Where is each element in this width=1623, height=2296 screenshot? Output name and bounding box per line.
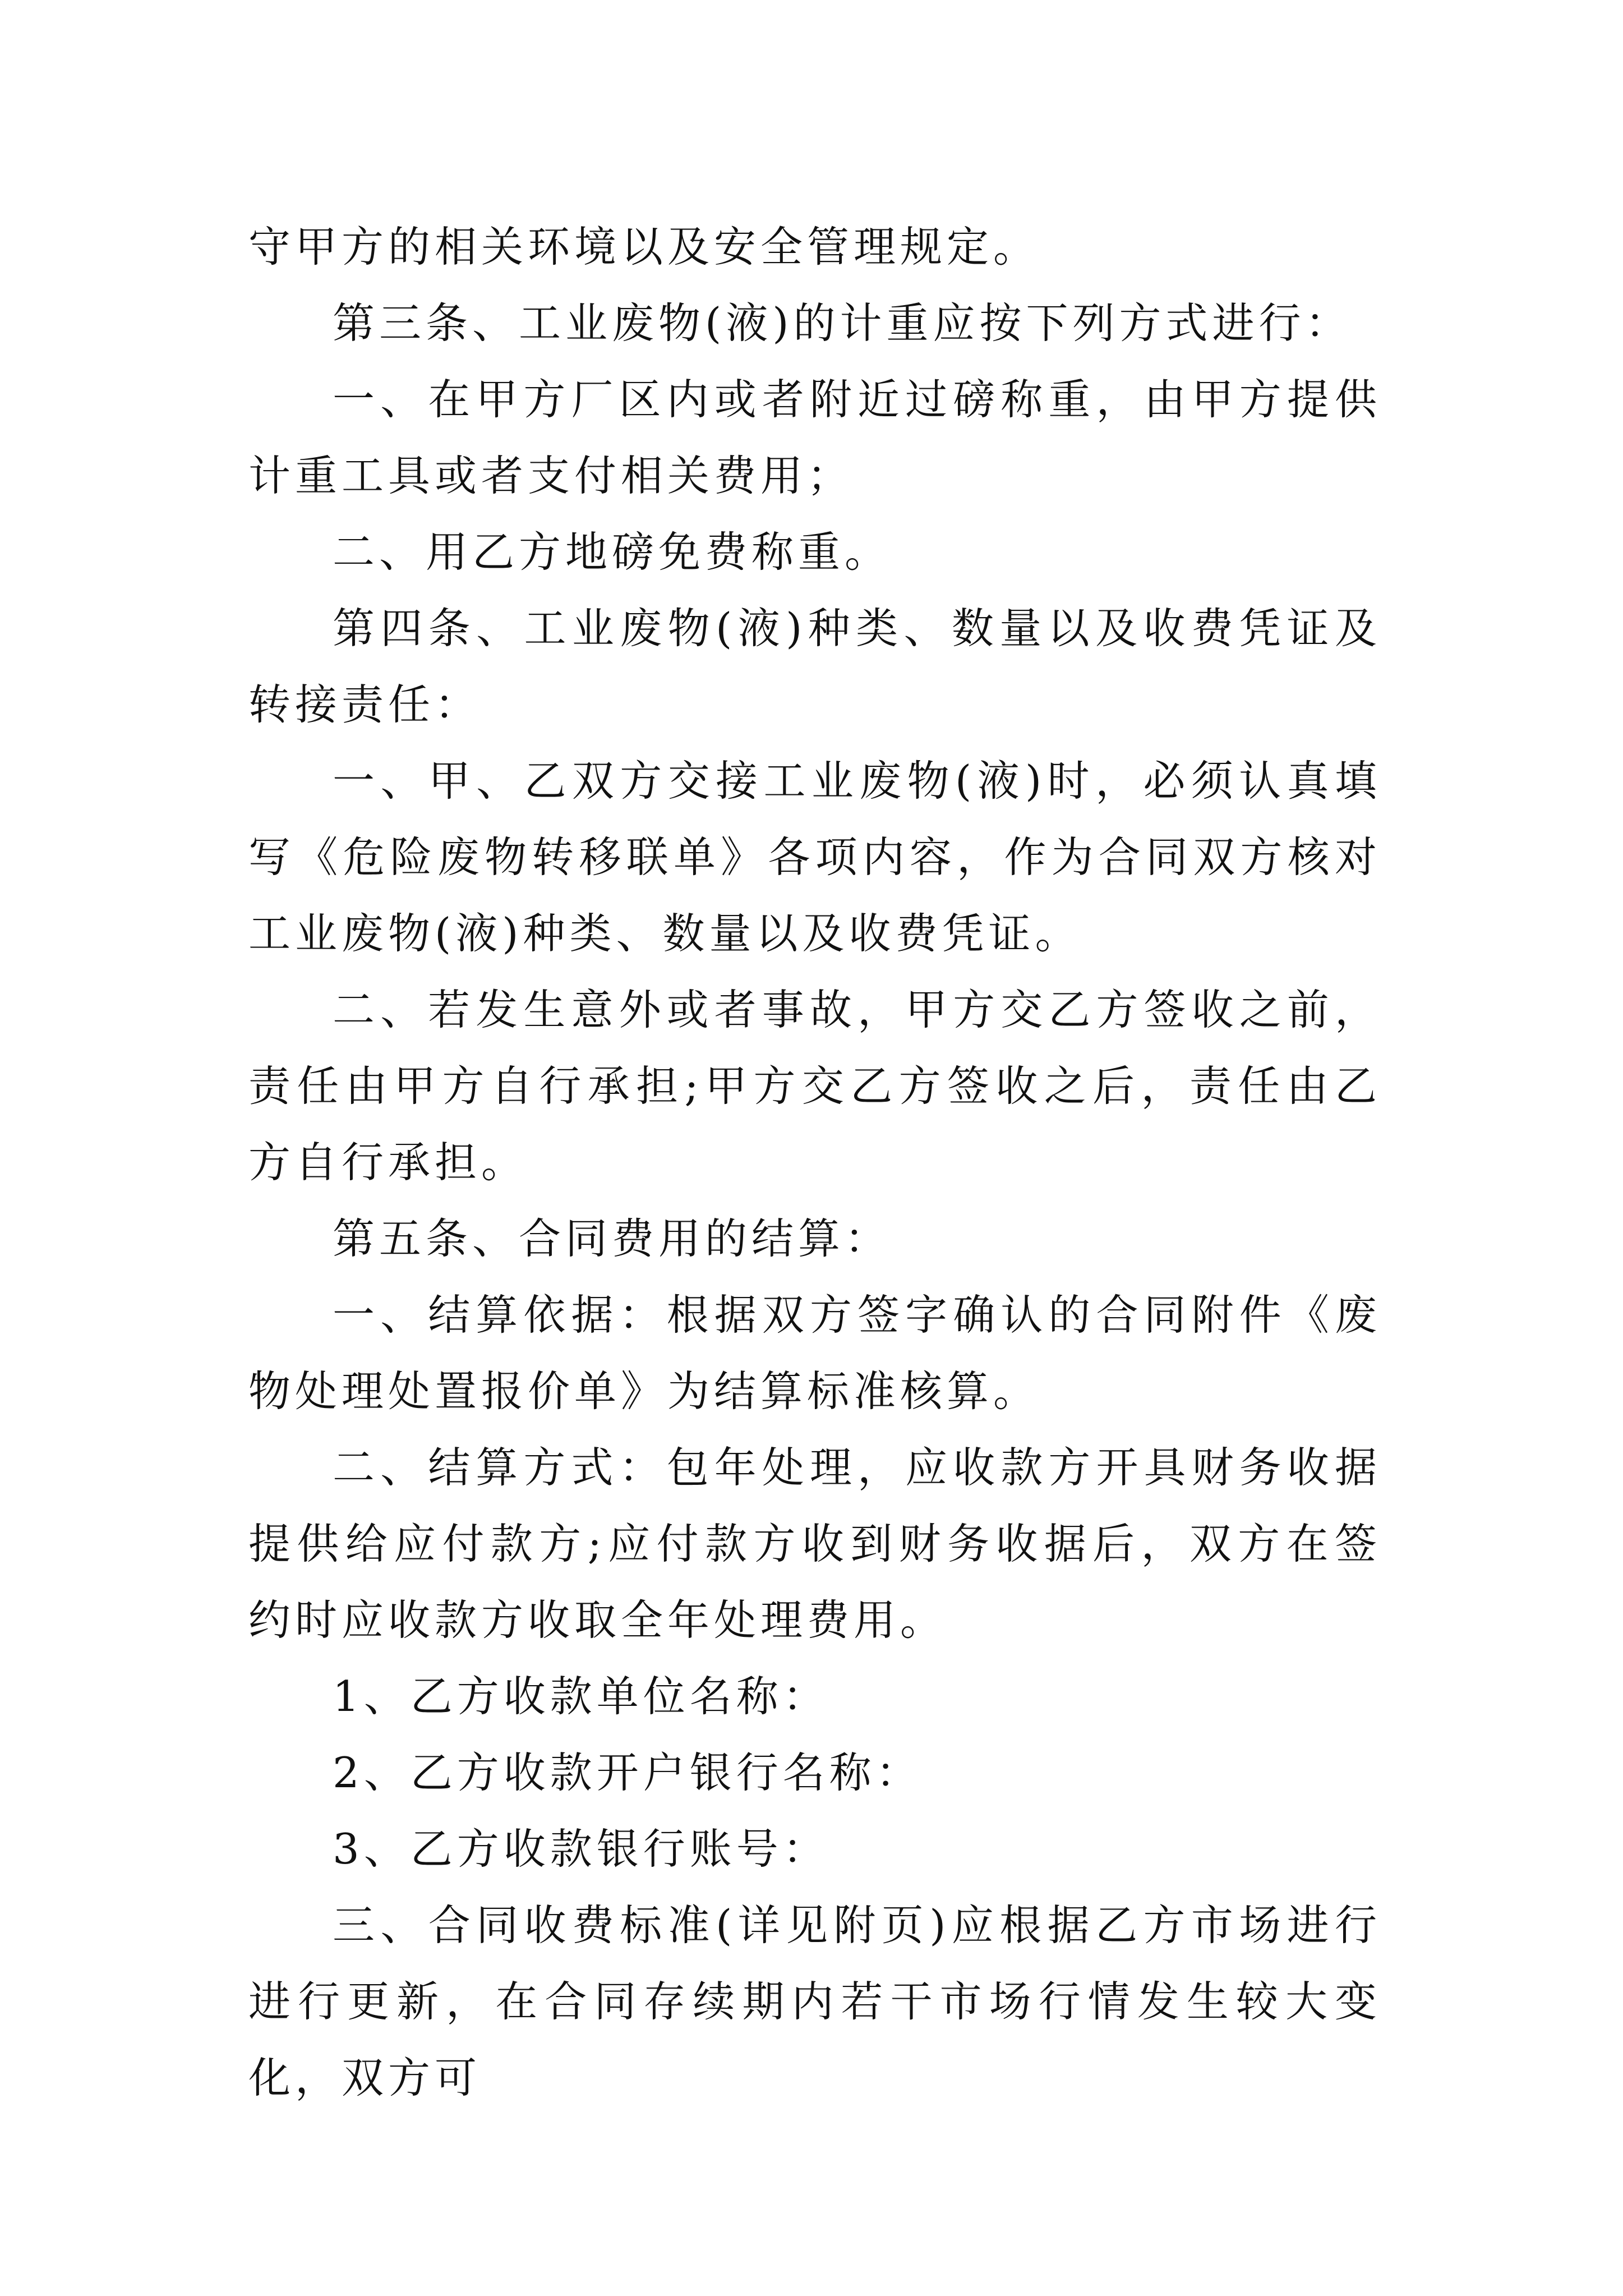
payee-name-line: 1、乙方收款单位名称： bbox=[333, 1672, 829, 1721]
article-3-item-1: 一、在甲方厂区内或者附近过磅称重，由甲方提供计重工具或者支付相关费用； bbox=[248, 375, 1381, 500]
paragraph-continuation: 守甲方的相关环境以及安全管理规定。 bbox=[248, 222, 1040, 272]
article-3-heading: 第三条、工业废物(液)的计重应按下列方式进行： bbox=[333, 298, 1352, 348]
article-5-item-1: 一、结算依据：根据双方签字确认的合同附件《废物处理处置报价单》为结算标准核算。 bbox=[248, 1290, 1381, 1416]
article-4-heading: 第四条、工业废物(液)种类、数量以及收费凭证及转接责任： bbox=[248, 604, 1381, 729]
article-4-item-2: 二、若发生意外或者事故，甲方交乙方签收之前，责任由甲方自行承担;甲方交乙方签收之后，责任由乙方自行承担。 bbox=[248, 985, 1381, 1187]
article-4-item-1: 一、甲、乙双方交接工业废物(液)时，必须认真填写《危险废物转移联单》各项内容，作为合同双方核对工业废物(液)种类、数量以及收费凭证。 bbox=[248, 756, 1381, 958]
article-5-item-3: 三、合同收费标准(详见附页)应根据乙方市场进行进行更新，在合同存续期内若干市场行情发生较大变化，双方可 bbox=[248, 1901, 1381, 2102]
article-3-item-2: 二、用乙方地磅免费称重。 bbox=[333, 527, 892, 577]
article-5-item-2: 二、结算方式：包年处理，应收款方开具财务收据提供给应付款方;应付款方收到财务收据后，双方在签约时应收款方收取全年处理费用。 bbox=[248, 1443, 1381, 1645]
payee-bank-line: 2、乙方收款开户银行名称： bbox=[333, 1748, 923, 1797]
payee-account-line: 3、乙方收款银行账号： bbox=[333, 1824, 829, 1874]
document-body bbox=[248, 209, 1381, 2116]
article-5-heading: 第五条、合同费用的结算： bbox=[333, 1214, 892, 1263]
